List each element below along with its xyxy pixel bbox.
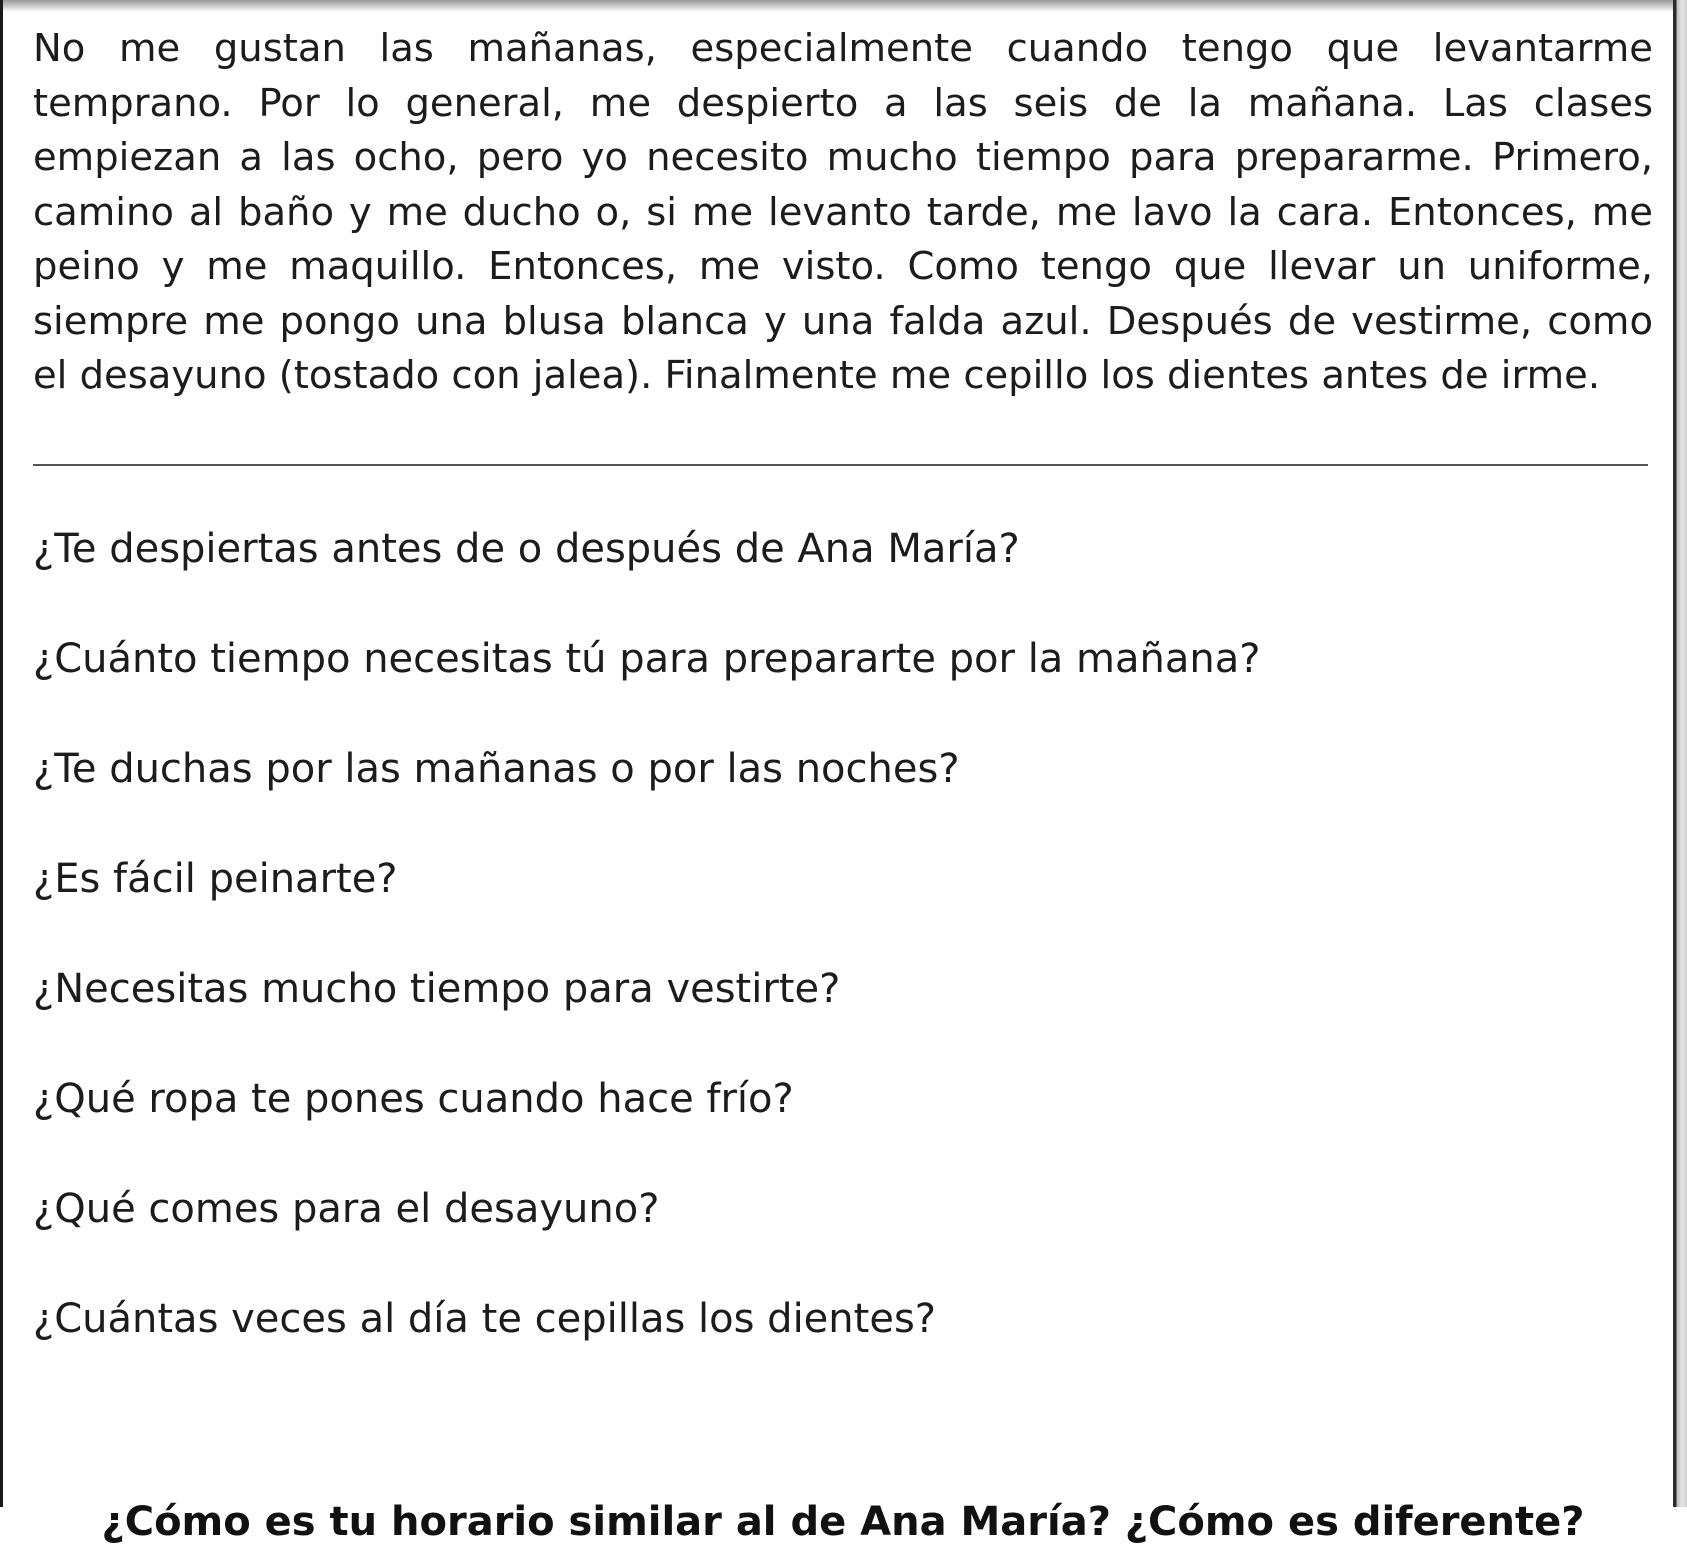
closing-question: ¿Cómo es tu horario similar al de Ana María? ¿Cómo es diferente? [101,1499,1585,1545]
question-dress-time: ¿Necesitas mucho tiempo para vestirte? [33,966,841,1012]
document-page [33,22,1653,1545]
reading-passage: No me gustan las mañanas, especialmente cuando tengo que levantarme temprano. Por lo general, me despierto a las seis de la mañana. Las clases empiezan a las ocho, pero yo necesito mucho tiempo para prepararme. Primero, camino al baño y me ducho o, si me levanto tarde, me lavo la cara. Entonces, me peino y me maquillo. Entonces, me visto. Como tengo que llevar un uniforme, siempre me pongo una blusa blanca y una falda azul. Después de vestirme, como el desayuno (tostado con jalea). Finalmente me cepillo los dientes antes de irme. [33,26,1653,398]
question-shower-time: ¿Te duchas por las mañanas o por las noches? [33,746,960,792]
window-top-shadow [0,0,1687,12]
question-brush-teeth: ¿Cuántas veces al día te cepillas los dientes? [33,1296,937,1342]
question-cold-clothes: ¿Qué ropa te pones cuando hace frío? [33,1076,794,1122]
document-left-border [0,0,3,1507]
question-wake-time: ¿Te despiertas antes de o después de Ana María? [33,526,1020,572]
question-breakfast: ¿Qué comes para el desayuno? [33,1186,660,1232]
question-list [33,519,1260,1399]
answer-line [33,464,1648,466]
question-comb-hair: ¿Es fácil peinarte? [33,856,398,902]
document-right-border [1673,0,1687,1507]
question-prep-time: ¿Cuánto tiempo necesitas tú para prepararte por la mañana? [33,636,1261,682]
